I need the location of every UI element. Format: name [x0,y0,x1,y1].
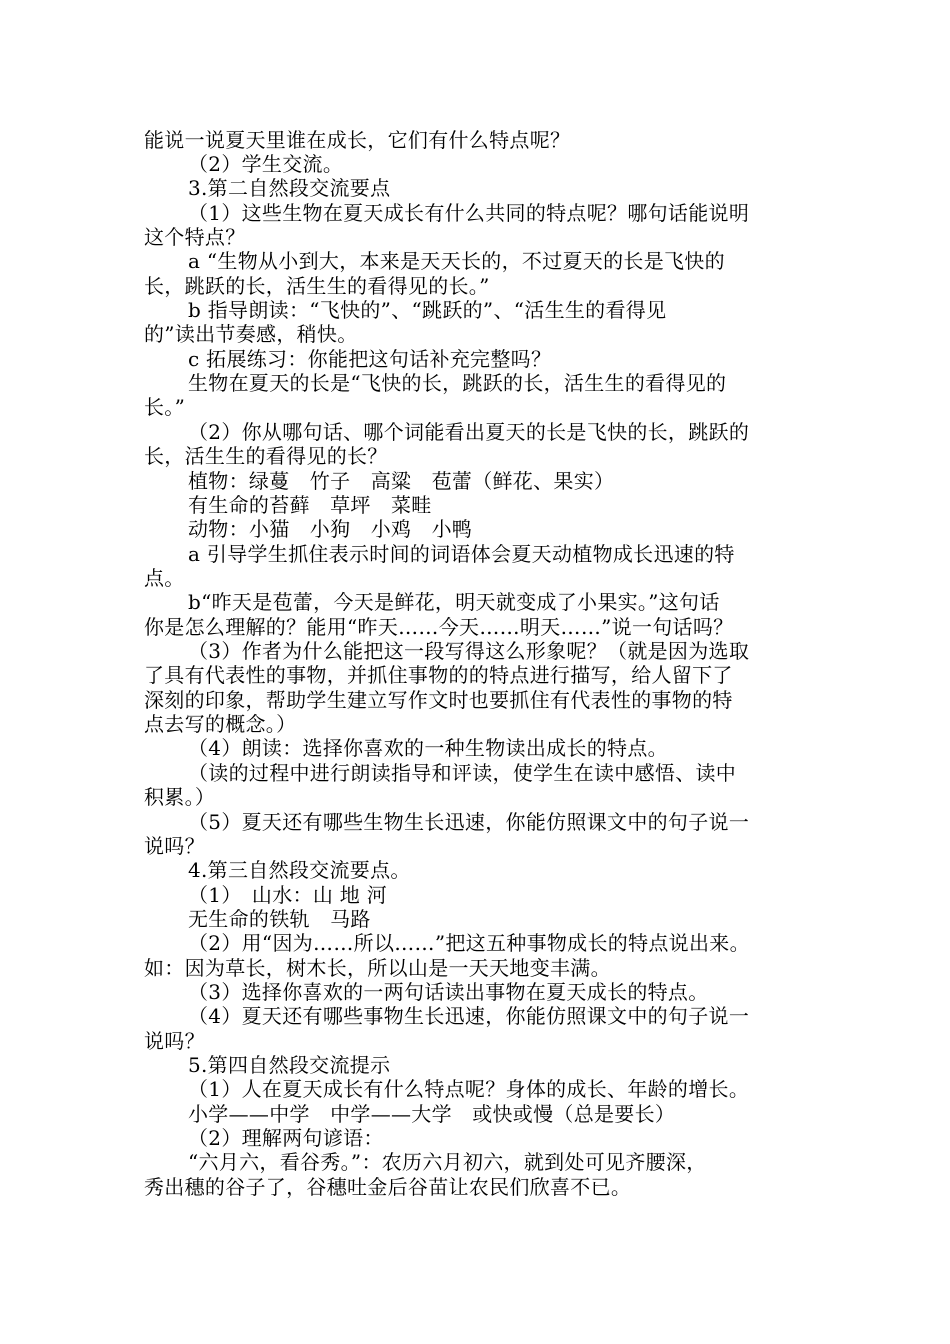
text-line: （1）这些生物在夏天成长有什么共同的特点呢？哪句话能说明 [188,201,750,225]
text-line: 秀出穗的谷子了，谷穗吐金后谷苗让农民们欣喜不已。 [144,1175,632,1199]
text-line: （3）选择你喜欢的一两句话读出事物在夏天成长的特点。 [188,980,709,1004]
text-line: 能说一说夏天里谁在成长，它们有什么特点呢？ [144,128,571,152]
text-line: c 拓展练习：你能把这句话补充完整吗？ [188,347,552,371]
text-line: 的”读出节奏感，稍快。 [144,322,358,346]
text-line: b“昨天是苞蕾，今天是鲜花，明天就变成了小果实。”这句话 [188,590,720,614]
text-line: 有生命的苔藓 草坪 菜畦 [188,493,432,517]
text-line: 动物：小猫 小狗 小鸡 小鸭 [188,517,473,541]
text-line: 了具有代表性的事物，并抓住事物的的特点进行描写，给人留下了 [144,663,733,687]
section-heading: 3.第二自然段交流要点 [188,176,391,200]
text-line: （3）作者为什么能把这一段写得这么形象呢？（就是因为选取 [188,639,750,663]
text-line: 说吗？ [144,1029,205,1053]
section-heading: 5.第四自然段交流提示 [188,1053,391,1077]
text-line: “六月六，看谷秀。”：农历六月初六，就到处可见齐腰深， [188,1150,707,1174]
text-line: 积累。） [144,785,216,809]
text-line: （读的过程中进行朗读指导和评读，使学生在读中感悟、读中 [188,761,737,785]
text-line: 无生命的铁轨 马路 [188,907,371,931]
text-line: （2）你从哪句话、哪个词能看出夏天的长是飞快的长，跳跃的 [188,420,750,444]
text-line: （4）夏天还有哪些事物生长迅速，你能仿照课文中的句子说一 [188,1004,750,1028]
text-line: 你是怎么理解的？能用“昨天……今天……明天……”说一句话吗？ [144,615,734,639]
text-line: 点去写的概念。） [144,712,297,736]
text-line: 生物在夏天的长是“飞快的长，跳跃的长，活生生的看得见的 [188,371,727,395]
text-line: 说吗？ [144,834,205,858]
text-line: 长，跳跃的长，活生生的看得见的长。” [144,274,490,298]
text-line: 点。 [144,566,185,590]
text-line: b 指导朗读：“飞快的”、“跳跃的”、“活生生的看得见 [188,298,667,322]
text-line: （2）学生交流。 [188,152,344,176]
text-line: （2）理解两句谚语： [188,1126,384,1150]
text-line: 长，活生生的看得见的长？ [144,444,388,468]
text-line: 小学——中学 中学——大学 或快或慢（总是要长） [188,1102,676,1126]
text-line: 深刻的印象，帮助学生建立写作文时也要抓住有代表性的事物的特 [144,688,733,712]
text-line: 长。” [144,395,186,419]
text-line: （2）用“因为……所以……”把这五种事物成长的特点说出来。 [188,931,750,955]
section-heading: 4.第三自然段交流要点。 [188,858,411,882]
text-line: （1）人在夏天成长有什么特点呢？身体的成长、年龄的增长。 [188,1077,750,1101]
text-line: a “生物从小到大，本来是天天长的，不过夏天的长是飞快的 [188,249,725,273]
text-line: 如：因为草长，树木长，所以山是一天天地变丰满。 [144,956,611,980]
text-line: （1） 山水：山 地 河 [188,883,388,907]
text-line: 这个特点？ [144,225,246,249]
text-line: （5）夏天还有哪些生物生长迅速，你能仿照课文中的句子说一 [188,810,750,834]
text-line: 植物：绿蔓 竹子 高粱 苞蕾（鲜花、果实） [188,469,615,493]
text-line: （4）朗读：选择你喜欢的一种生物读出成长的特点。 [188,736,668,760]
text-line: a 引导学生抓住表示时间的词语体会夏天动植物成长迅速的特 [188,542,735,566]
